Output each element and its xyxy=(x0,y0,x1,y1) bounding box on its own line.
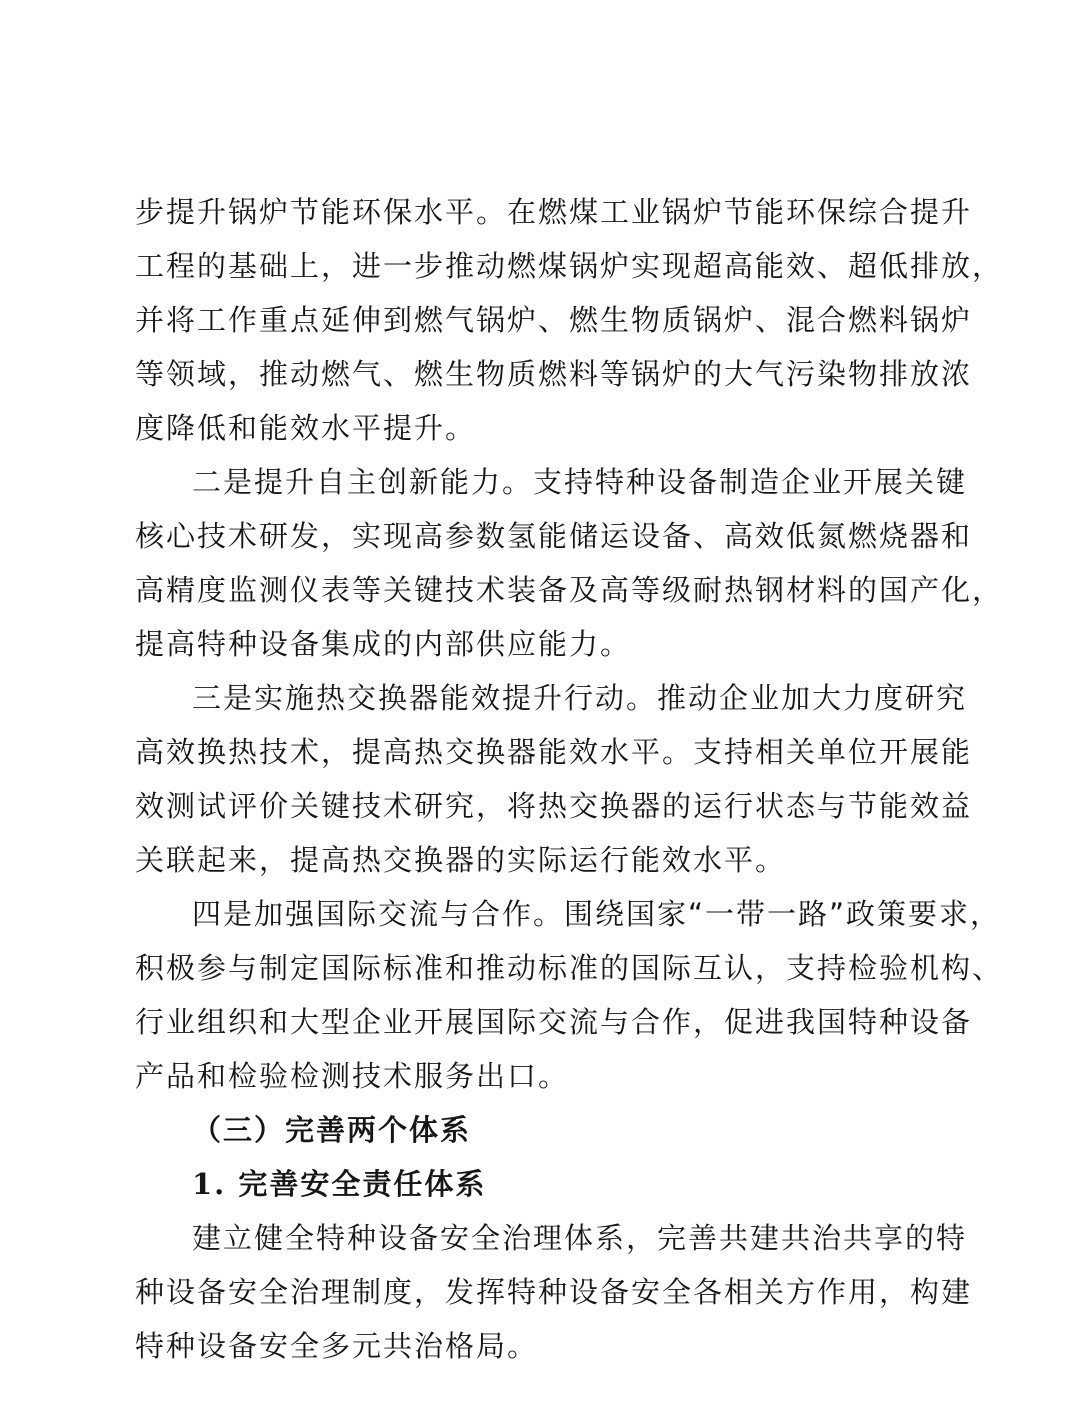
text-line: 度降低和能效水平提升。 xyxy=(135,411,477,445)
text-line: 四是加强国际交流与合作。围绕国家“一带一路”政策要求， xyxy=(192,897,1002,931)
text-line: 关联起来，提高热交换器的实际运行能效水平。 xyxy=(135,843,787,877)
text-line: 核心技术研发，实现高参数氢能储运设备、高效低氮燃烧器和 xyxy=(135,519,973,553)
subsection-heading: 1. 完善安全责任体系 xyxy=(192,1167,487,1201)
text-line: 提高特种设备集成的内部供应能力。 xyxy=(135,627,632,661)
text-line: 种设备安全治理制度，发挥特种设备安全各相关方作用，构建 xyxy=(135,1275,973,1309)
text-line: 并将工作重点延伸到燃气锅炉、燃生物质锅炉、混合燃料锅炉 xyxy=(135,303,973,337)
text-line: 二是提升自主创新能力。支持特种设备制造企业开展关键 xyxy=(192,465,968,499)
text-line: 产品和检验检测技术服务出口。 xyxy=(135,1059,570,1093)
text-line: 等领域，推动燃气、燃生物质燃料等锅炉的大气污染物排放浓 xyxy=(135,357,973,391)
section-heading: （三）完善两个体系 xyxy=(192,1113,472,1147)
text-line: 高精度监测仪表等关键技术装备及高等级耐热钢材料的国产化， xyxy=(135,573,1004,607)
text-line: 积极参与制定国际标准和推动标准的国际互认，支持检验机构、 xyxy=(135,951,1004,985)
text-line: 行业组织和大型企业开展国际交流与合作，促进我国特种设备 xyxy=(135,1005,973,1039)
text-line: 步提升锅炉节能环保水平。在燃煤工业锅炉节能环保综合提升 xyxy=(135,195,973,229)
text-line: 工程的基础上，进一步推动燃煤锅炉实现超高能效、超低排放， xyxy=(135,249,1004,283)
text-line: 特种设备安全多元共治格局。 xyxy=(135,1329,539,1363)
text-line: 高效换热技术，提高热交换器能效水平。支持相关单位开展能 xyxy=(135,735,973,769)
text-line: 效测试评价关键技术研究，将热交换器的运行状态与节能效益 xyxy=(135,789,973,823)
text-line: 建立健全特种设备安全治理体系，完善共建共治共享的特 xyxy=(192,1221,968,1255)
text-line: 三是实施热交换器能效提升行动。推动企业加大力度研究 xyxy=(192,681,968,715)
